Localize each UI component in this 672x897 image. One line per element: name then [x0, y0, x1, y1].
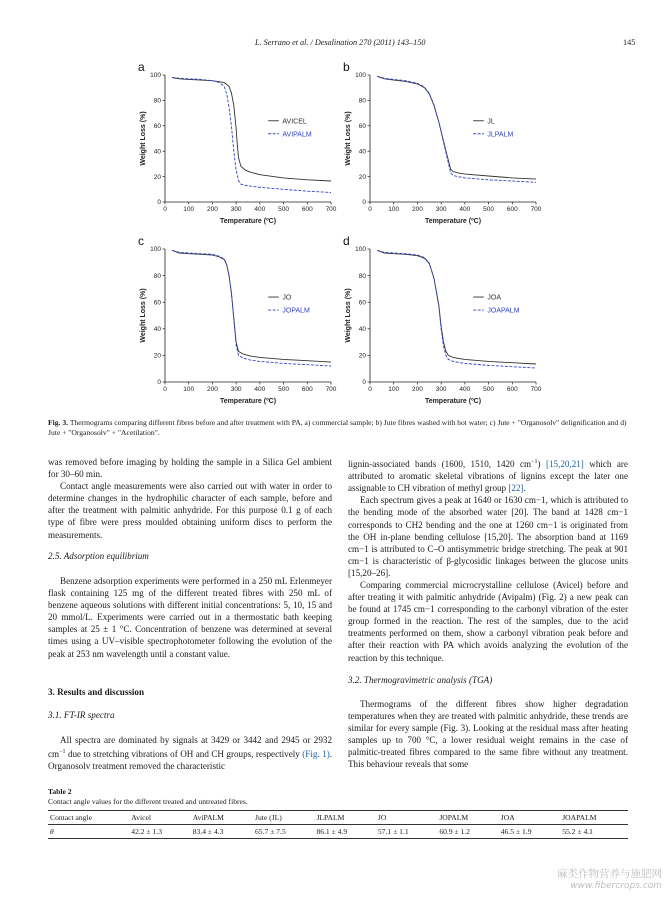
y-tick-label: 60 [153, 299, 161, 307]
thermogram-panel-b [340, 58, 550, 228]
y-tick-label: 80 [153, 97, 161, 105]
series-line-jl [377, 76, 536, 179]
y-tick-label: 20 [358, 352, 366, 360]
y-tick-label: 60 [153, 123, 161, 130]
page-number: 145 [623, 38, 636, 47]
x-tick-label: 700 [325, 206, 337, 213]
table-header-cell: JOPALM [437, 811, 498, 825]
table-header-cell: JOAPALM [560, 811, 628, 825]
x-tick-label: 600 [301, 206, 313, 213]
paragraph: lignin-associated bands (1600, 1510, 1420 $cm^{-1}$) [15,20,21] which are attributed to aromatic skeletal vibrations of lignins except the later one assignable to CH vibration of methyl group [22]. [348, 459, 628, 494]
thermogram-panel-c [135, 232, 345, 408]
figure-label: Fig. 3. [48, 418, 69, 427]
citation-link[interactable]: [22] [508, 483, 524, 494]
x-tick-label: 300 [230, 386, 242, 393]
table-cell: 86.1 ± 4.9 [314, 825, 375, 839]
table-cell: 57.1 ± 1.1 [376, 825, 437, 839]
paragraph: was removed before imaging by holding the sample in a Silica Gel ambient for 30–60 min. [48, 457, 332, 480]
x-axis-title: Temperature (ºC) [219, 398, 277, 405]
figure-caption-text: Thermograms comparing different fibres before and after treatment with PA, a) commercial sample; b) Jute fibres washed with hot water; c) Jute + "Organosolv" delignification and d) Jute + "Organosolv" + "Acetilation". [48, 418, 627, 437]
left-column-adsorption [48, 575, 332, 660]
legend-entry: JL [487, 118, 495, 126]
y-tick-label: 40 [358, 148, 366, 156]
table-cell: 65.7 ± 7.5 [253, 825, 314, 839]
journal-citation: L. Serrano et al. / Desalination 270 (2011) 143–150 [255, 38, 426, 47]
y-tick-label: 40 [358, 326, 366, 333]
paragraph: Each spectrum gives a peak at 1640 or 1630 cm−1, which is attributed to the bending mode of the absorbed water [20]. The band at 1428 cm−1 corresponds to CH2 bending and the one at 1260 cm−1 is originated from the OH in-plane bending cellulose [15,20]. The absorption band at 1169 cm−1 is attributed to C–O antisymmetric bridge stretching. The peak at 901 cm−1 is characteristic of β-glycosidic linkages between the glucose units [15,20–26]. [348, 495, 628, 578]
paragraph: Thermograms of the different fibres show higher degradation temperatures when they are treated with palmitic anhydride, these trends are similar for every sample (Fig. 3). Looking at the residual mass after heating samples up to 700 °C, a lower residual weight remains in the case of palmitic-treated fibres compared to the same fibre without any treatment. This behaviour reveals that some [348, 699, 628, 770]
paragraph: All spectra are dominated by signals at 3429 or 3442 and 2945 or 2932 $cm^{-1}$ due to stretching vibrations of OH and CH groups, respectively (Fig. 1). Organosolv treatment removed the characteristic [48, 735, 333, 772]
citation-link[interactable]: [15,20,21] [545, 459, 584, 470]
y-tick-label: 100 [150, 72, 161, 80]
y-tick-label: 60 [358, 123, 366, 130]
table-header-cell: AviPALM [191, 811, 253, 825]
x-tick-label: 600 [506, 206, 518, 213]
y-axis-title: Weight Loss (%) [140, 111, 147, 166]
x-tick-label: 400 [254, 386, 266, 393]
y-axis-title: Weight Loss (%) [345, 288, 352, 343]
x-tick-label: 0 [368, 206, 372, 213]
x-tick-label: 400 [254, 206, 266, 213]
panel-letter: a [138, 60, 145, 74]
table-header-cell: JOA [499, 811, 560, 825]
watermark-cn: 麻类作物营养与施肥网 [557, 868, 662, 880]
legend-entry: AVICEL [282, 118, 307, 126]
y-tick-label: 0 [362, 379, 366, 387]
x-tick-label: 400 [459, 206, 471, 213]
x-tick-label: 300 [435, 206, 447, 213]
x-tick-label: 100 [183, 206, 195, 213]
table-header-cell: Contact angle [48, 811, 129, 825]
y-tick-label: 100 [355, 246, 366, 254]
y-axis-title: Weight Loss (%) [345, 111, 352, 166]
y-tick-label: 60 [358, 299, 366, 307]
citation-link[interactable]: (Fig. 1) [302, 749, 330, 760]
x-tick-label: 400 [459, 386, 471, 393]
thermogram-panel-d [340, 232, 550, 408]
x-tick-label: 700 [325, 386, 337, 393]
table-header-cell: Jute (JL) [253, 811, 314, 825]
x-axis-title: Temperature (ºC) [424, 398, 482, 405]
table-header-cell: JO [376, 811, 437, 825]
y-tick-label: 80 [358, 272, 366, 280]
x-tick-label: 0 [368, 386, 372, 393]
x-tick-label: 100 [388, 206, 400, 213]
x-tick-label: 300 [435, 386, 447, 393]
legend-entry: JO [282, 294, 292, 302]
x-tick-label: 200 [411, 206, 423, 213]
y-tick-label: 0 [157, 379, 161, 387]
left-column-ftir [48, 734, 332, 772]
watermark-url: www.fibercrops.com [570, 881, 662, 891]
paragraph: Benzene adsorption experiments were performed in a 250 mL Erlenmeyer flask containing 125 mg of the different treated fibres with 250 mL of benzene aqueous solutions with different initial concentrations: 5, 10, 15 and 20 mmol/L. Experiments were carried out in a thermostatic bath keeping samples at 25 ± 1 °C. Concentration of benzene was determined at several times using a UV–visible spectrophotometer following the evolution of the peak at 253 nm wavelength until a constant value. [48, 576, 332, 659]
contact-angle-table [48, 810, 628, 839]
figure-caption [48, 418, 628, 438]
table-cell: 60.9 ± 1.2 [437, 825, 498, 839]
x-tick-label: 700 [530, 206, 542, 213]
table-header-cell: Avicel [129, 811, 190, 825]
panel-letter: b [343, 60, 350, 74]
y-tick-label: 100 [355, 72, 366, 80]
legend-entry: JOA [487, 294, 502, 302]
table-label: Table 2 [48, 787, 72, 796]
x-tick-label: 600 [301, 386, 313, 393]
y-tick-label: 0 [157, 199, 161, 207]
thermogram-panel-a [135, 58, 345, 228]
x-tick-label: 500 [278, 386, 290, 393]
section-heading-3-1: 3.1. FT-IR spectra [48, 710, 115, 720]
y-tick-label: 20 [153, 352, 161, 360]
left-column [48, 456, 332, 541]
x-axis-title: Temperature (ºC) [219, 218, 277, 225]
x-tick-label: 100 [183, 386, 195, 393]
series-line-avicel [172, 78, 331, 182]
section-heading-3: 3. Results and discussion [48, 687, 145, 697]
panel-letter: d [343, 234, 350, 248]
legend-entry: JLPALM [487, 131, 514, 139]
paragraph: Contact angle measurements were also carried out with water in order to determine changes in the hydrophilic character of each sample, before and after the treatment with palmitic anhydride. For this purpose 0.1 g of each type of fibre were press moulded obtaining uniform discs to perform the measurements. [48, 481, 332, 540]
table-cell: 42.2 ± 1.3 [129, 825, 190, 839]
table-cell: 83.4 ± 4.3 [191, 825, 253, 839]
table-cell: 46.5 ± 1.9 [499, 825, 560, 839]
x-tick-label: 300 [230, 206, 242, 213]
legend-entry: JOPALM [282, 307, 310, 315]
legend-entry: JOAPALM [487, 307, 520, 315]
x-tick-label: 600 [506, 386, 518, 393]
x-tick-label: 200 [411, 386, 423, 393]
series-line-jlpalm [377, 76, 536, 182]
x-tick-label: 700 [530, 386, 542, 393]
y-tick-label: 100 [150, 246, 161, 254]
x-axis-title: Temperature (ºC) [424, 218, 482, 225]
legend-entry: AVIPALM [282, 131, 312, 139]
x-tick-label: 0 [163, 386, 167, 393]
section-heading-3-2: 3.2. Thermogravimetric analysis (TGA) [348, 675, 493, 685]
x-tick-label: 200 [206, 206, 218, 213]
table-row [48, 825, 628, 839]
y-tick-label: 20 [153, 173, 161, 181]
table-cell: θ [48, 825, 129, 839]
right-column [348, 456, 628, 664]
y-tick-label: 0 [362, 199, 366, 207]
table-caption: Contact angle values for the different treated and untreated fibres. [48, 797, 248, 806]
x-tick-label: 0 [163, 206, 167, 213]
y-tick-label: 40 [153, 148, 161, 156]
panel-letter: c [138, 234, 144, 248]
table-title [48, 787, 248, 807]
y-tick-label: 80 [153, 272, 161, 280]
x-tick-label: 200 [206, 386, 218, 393]
y-tick-label: 80 [358, 97, 366, 105]
table-header-cell: JLPALM [314, 811, 375, 825]
right-column-tga [348, 698, 628, 771]
series-line-jo [172, 250, 331, 362]
section-heading-2-5: 2.5. Adsorption equilibrium [48, 551, 149, 561]
x-tick-label: 500 [483, 386, 495, 393]
table-header-row [48, 811, 628, 825]
table-cell: 55.2 ± 4.1 [560, 825, 628, 839]
x-tick-label: 500 [483, 206, 495, 213]
x-tick-label: 500 [278, 206, 290, 213]
y-tick-label: 20 [358, 173, 366, 181]
paragraph: Comparing commercial microcrystalline cellulose (Avicel) before and after treating it with palmitic anhydride (Avipalm) (Fig. 2) a new peak can be found at 1745 cm−1 corresponding to the carbonyl vibration of the ester group formed in the reaction. The rest of the samples, due to the acid treatments performed on them, show a carbonyl vibration peak before and after their reaction with PA which avoids analyzing the evolution of the reaction by this technique. [348, 579, 628, 663]
x-tick-label: 100 [388, 386, 400, 393]
y-tick-label: 40 [153, 326, 161, 333]
y-axis-title: Weight Loss (%) [140, 288, 147, 343]
